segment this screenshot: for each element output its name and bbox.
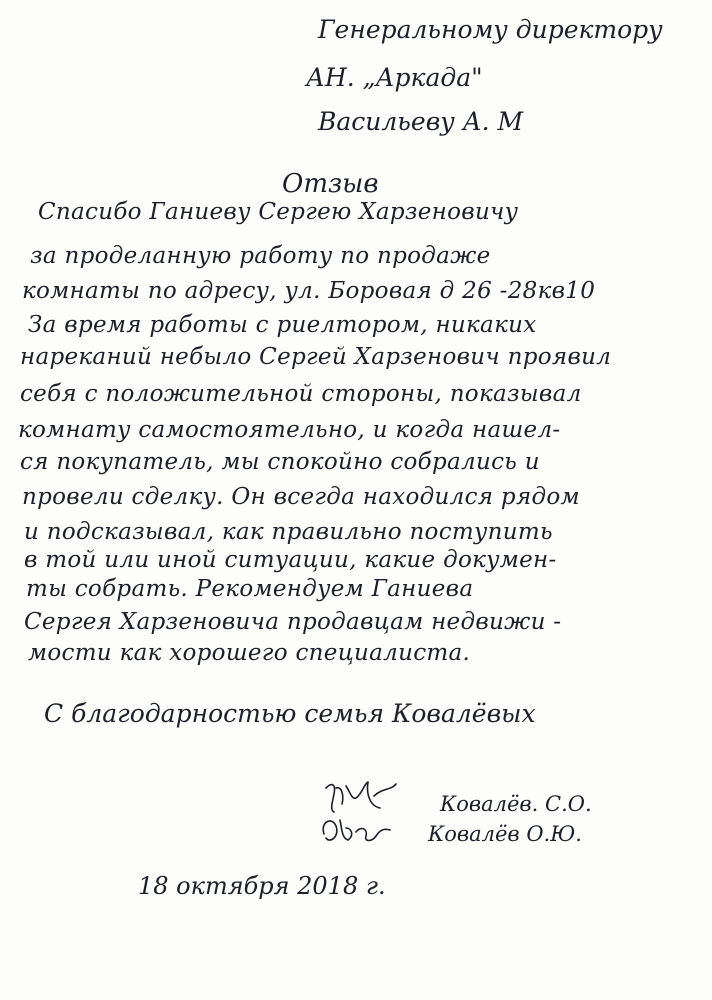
body-line-8: ся покупатель, мы спокойно собрались и — [20, 449, 540, 475]
addressee-line-2: АН. „Аркада" — [306, 63, 483, 92]
body-line-7: комнату самостоятельно, и когда нашел- — [18, 417, 561, 443]
body-line-9: провели сделку. Он всегда находился рядом — [22, 484, 580, 510]
addressee-line-3: Васильеву А. М — [318, 107, 524, 136]
signature-name-2: Ковалёв О.Ю. — [428, 822, 582, 846]
body-line-1: Спасибо Ганиеву Сергею Харзеновичу — [38, 199, 519, 225]
body-line-12: ты собрать. Рекомендуем Ганиева — [26, 576, 474, 602]
signature-mark-2 — [318, 812, 398, 852]
body-line-4: За время работы с риелтором, никаких — [28, 312, 537, 338]
letter-date: 18 октября 2018 г. — [138, 872, 386, 900]
body-line-10: и подсказывал, как правильно поступить — [24, 519, 553, 545]
body-line-11: в той или иной ситуации, какие докумен- — [24, 547, 557, 573]
body-line-5: нареканий небыло Сергей Харзенович проявил — [20, 344, 612, 370]
addressee-line-1: Генеральному директору — [318, 15, 663, 44]
letter-title: Отзыв — [282, 169, 379, 199]
body-line-2: за проделанную работу по продаже — [30, 243, 491, 269]
closing-line: С благодарностью семья Ковалёвых — [44, 699, 536, 728]
body-line-13: Сергея Харзеновича продавцам недвижи - — [24, 609, 562, 635]
body-line-14: мости как хорошего специалиста. — [28, 640, 471, 666]
body-line-6: себя с положительной стороны, показывал — [20, 381, 582, 407]
signature-name-1: Ковалёв. С.О. — [440, 792, 592, 816]
body-line-3: комнаты по адресу, ул. Боровая д 26 -28кв10 — [22, 278, 596, 304]
